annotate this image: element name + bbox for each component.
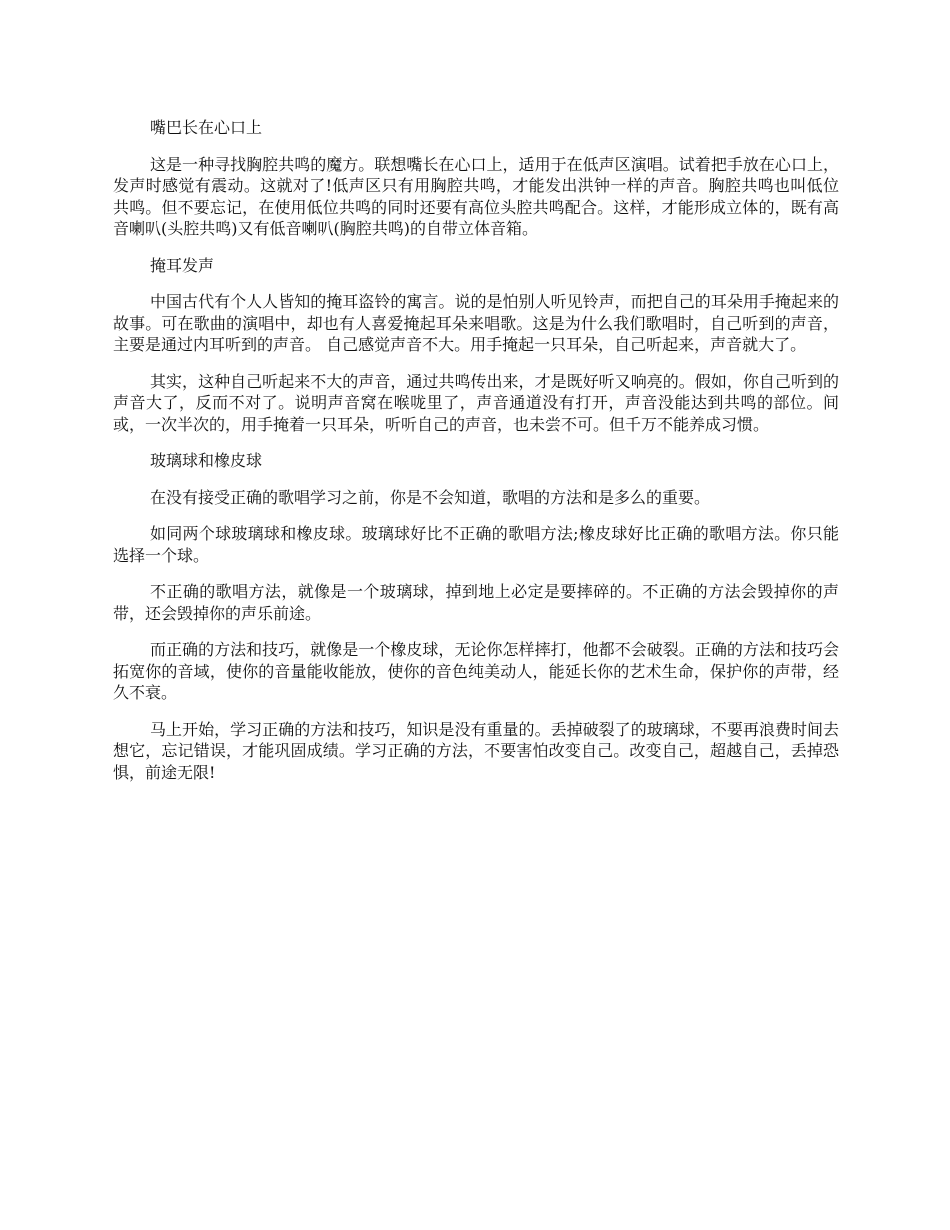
section-heading-mouth-on-chest: 嘴巴长在心口上 [150, 118, 263, 137]
paragraph-two-balls: 如同两个球玻璃球和橡皮球。玻璃球好比不正确的歌唱方法;橡皮球好比正确的歌唱方法。你只能选择一个球。 [113, 524, 839, 565]
paragraph-glass-ball: 不正确的歌唱方法，就像是一个玻璃球，掉到地上必定是要摔碎的。不正确的方法会毁掉你的声带，还会毁掉你的声乐前途。 [113, 582, 839, 623]
paragraph-cover-ear-story: 中国古代有个人人皆知的掩耳盗铃的寓言。说的是怕别人听见铃声，而把自己的耳朵用手掩起来的故事。可在歌曲的演唱中，却也有人喜爱掩起耳朵来唱歌。这是为什么我们歌唱时，自己听到的声音，主要是通过内耳听到的声音。 自己感觉声音不大。用手掩起一只耳朵，自己听起来，声音就大了。 [113, 292, 839, 354]
section-heading-glass-rubber-ball: 玻璃球和橡皮球 [150, 451, 263, 470]
paragraph-start-now: 马上开始，学习正确的方法和技巧，知识是没有重量的。丢掉破裂了的玻璃球，不要再浪费时间去想它，忘记错误，才能巩固成绩。学习正确的方法，不要害怕改变自己。改变自己，超越自己，丢掉恐惧，前途无限! [113, 719, 839, 782]
paragraph-rubber-ball: 而正确的方法和技巧，就像是一个橡皮球，无论你怎样摔打，他都不会破裂。正确的方法和技巧会拓宽你的音域，使你的音量能收能放，使你的音色纯美动人，能延长你的艺术生命，保护你的声带，经久不衰。 [113, 640, 839, 702]
paragraph-cover-ear-advice: 其实，这种自己听起来不大的声音，通过共鸣传出来，才是既好听又响亮的。假如，你自己听到的声音大了，反而不对了。说明声音窝在喉咙里了，声音通道没有打开，声音没能达到共鸣的部位。间或，一次半次的，用手掩着一只耳朵，听听自己的声音，也未尝不可。但千万不能养成习惯。 [113, 371, 839, 434]
document-page [113, 117, 839, 798]
paragraph-method-importance: 在没有接受正确的歌唱学习之前，你是不会知道，歌唱的方法和是多么的重要。 [150, 487, 711, 507]
section-heading-cover-ear: 掩耳发声 [150, 255, 215, 275]
paragraph-chest-resonance: 这是一种寻找胸腔共鸣的魔方。联想嘴长在心口上，适用于在低声区演唱。试着把手放在心口上，发声时感觉有震动。这就对了!低声区只有用胸腔共鸣，才能发出洪钟一样的声音。胸腔共鸣也叫低位共鸣。但不要忘记，在使用低位共鸣的同时还要有高位头腔共鸣配合。这样，才能形成立体的，既有高音喇叭(头腔共鸣)又有低音喇叭(胸腔共鸣)的自带立体音箱。 [113, 154, 839, 238]
